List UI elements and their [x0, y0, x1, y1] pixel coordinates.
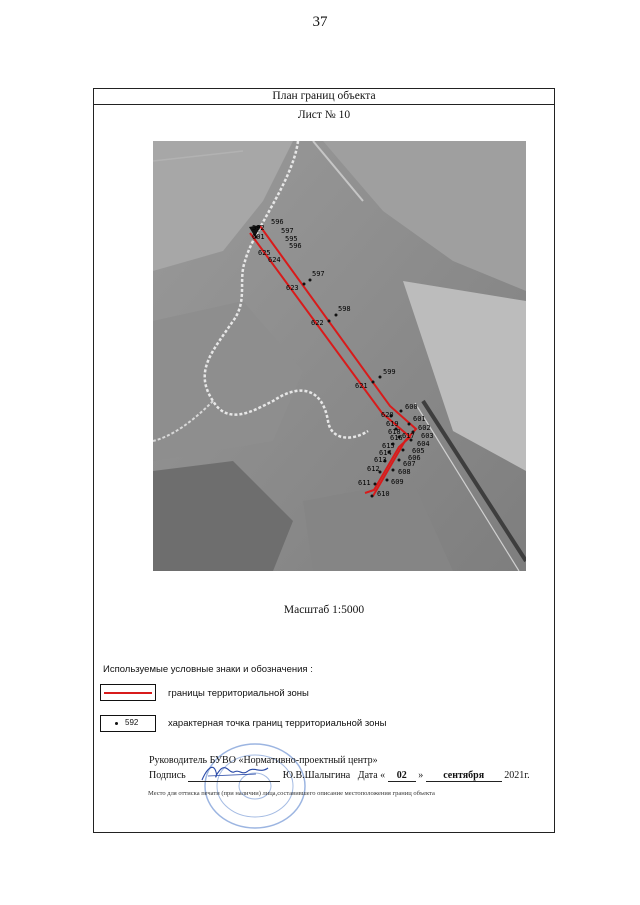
boundary-point	[303, 283, 306, 286]
point-label: 595	[285, 235, 298, 243]
stamp-place-note: Место для оттиска печати (при наличии) лица,составившего описание местоположения границ объекта	[148, 790, 435, 797]
point-label: 596	[271, 218, 284, 226]
point-label: 616	[390, 434, 403, 442]
plan-title: План границ объекта	[93, 88, 555, 105]
point-label: 599	[383, 368, 396, 376]
point-label: 597	[281, 227, 294, 235]
point-label: 598	[338, 305, 351, 313]
point-label: 601	[252, 233, 265, 241]
point-label: 622	[311, 319, 324, 327]
point-label: 596	[289, 242, 302, 250]
boundary-point	[386, 479, 389, 482]
point-label: 617	[402, 432, 415, 440]
point-label: 607	[403, 460, 416, 468]
boundary-point	[371, 495, 374, 498]
stamp-seal	[200, 740, 310, 830]
legend-boundary-symbol	[100, 684, 156, 701]
date-label: Дата «	[357, 770, 386, 781]
point-label: 597	[312, 270, 325, 278]
boundary-point	[309, 279, 312, 282]
boundary-point	[398, 459, 401, 462]
legend-point-label: характерная точка границ территориальной зоны	[168, 718, 387, 729]
manager-line: Руководитель БУВО «Нормативно-проектный центр»	[149, 755, 378, 766]
point-label: 624	[268, 256, 281, 264]
boundary-point	[335, 314, 338, 317]
point-label: 620	[381, 411, 394, 419]
point-label: 618	[388, 428, 401, 436]
date-month: сентября	[426, 770, 502, 782]
point-label: 611	[358, 479, 371, 487]
boundary-point	[402, 449, 405, 452]
sheet-label: Лист № 10	[297, 109, 351, 121]
point-label: 610	[377, 490, 390, 498]
point-label: 602	[418, 424, 431, 432]
point-label: 625	[258, 249, 271, 257]
point-label: 609	[391, 478, 404, 486]
point-label: 604	[417, 440, 430, 448]
boundary-point	[400, 410, 403, 413]
signature-label: Подпись	[149, 770, 186, 781]
boundary-point	[408, 423, 411, 426]
signature-line	[149, 770, 530, 782]
point-label: 621	[355, 382, 368, 390]
point-dot-icon	[115, 722, 118, 725]
point-label: 608	[398, 468, 411, 476]
point-label: 603	[421, 432, 434, 440]
date-day: 02	[388, 770, 416, 782]
aerial-map	[153, 141, 526, 571]
scale-label: Масштаб 1:5000	[283, 604, 365, 616]
legend-boundary-label: границы территориальной зоны	[168, 688, 309, 699]
point-label: 613	[374, 456, 387, 464]
point-label: 614	[379, 449, 392, 457]
boundary-point	[392, 469, 395, 472]
point-label: 600	[405, 403, 418, 411]
legend-point-number: 592	[125, 718, 139, 727]
date-day-close: »	[418, 770, 424, 781]
point-label: 612	[367, 465, 380, 473]
boundary-point	[328, 320, 331, 323]
point-label: 592	[252, 224, 265, 232]
signer-name: Ю.В.Шалыгина	[282, 770, 351, 781]
date-year: 2021г.	[504, 770, 530, 781]
red-line-symbol	[104, 692, 152, 694]
legend-point-symbol	[100, 715, 156, 732]
boundary-point	[374, 483, 377, 486]
boundary-point	[372, 381, 375, 384]
boundary-point	[379, 376, 382, 379]
point-label: 601	[413, 415, 426, 423]
point-label: 619	[386, 420, 399, 428]
signature-blank	[188, 770, 280, 782]
point-label: 623	[286, 284, 299, 292]
point-label: 615	[382, 442, 395, 450]
point-label: 605	[412, 447, 425, 455]
point-label: 606	[408, 454, 421, 462]
legend-heading: Используемые условные знаки и обозначения :	[103, 664, 313, 675]
page-number: 37	[312, 14, 328, 30]
